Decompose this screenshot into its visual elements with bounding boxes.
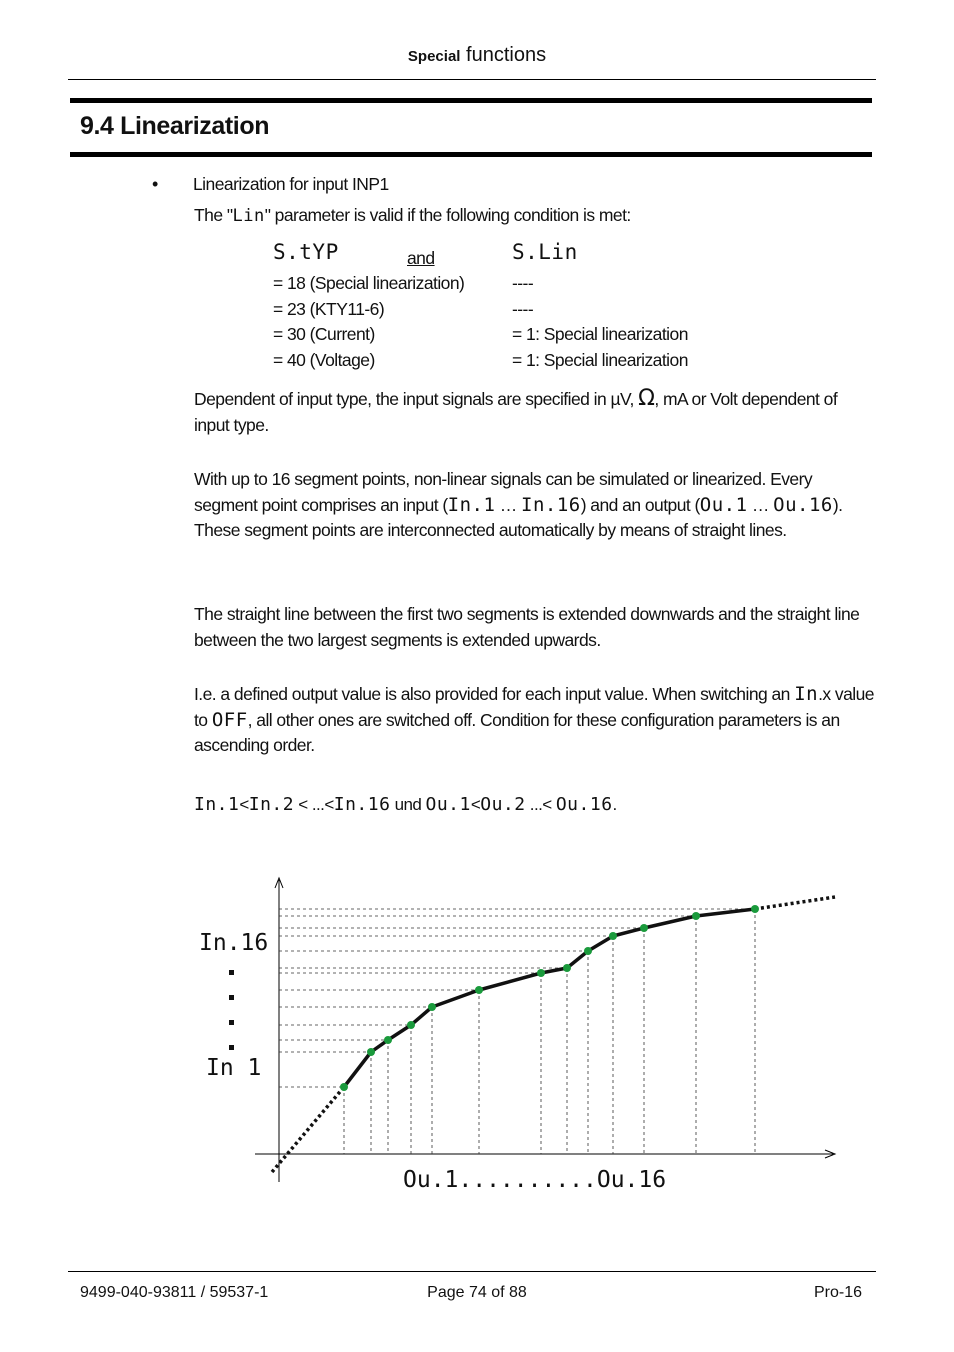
segment-point bbox=[640, 924, 648, 932]
para2-t3: ) and an output ( bbox=[580, 494, 700, 515]
condition-intro bbox=[194, 203, 631, 230]
formula-in1: In.1 bbox=[194, 794, 240, 815]
bullet-dot: • bbox=[152, 174, 159, 194]
footer-rule bbox=[68, 1271, 876, 1272]
para2-t2: … bbox=[495, 494, 522, 515]
y-label-in1: In 1 bbox=[206, 1055, 262, 1081]
extension-line bbox=[272, 1087, 344, 1172]
formula-lt: < bbox=[470, 795, 481, 814]
chart-points bbox=[340, 905, 759, 1091]
formula-ou2: Ou.2 bbox=[480, 794, 526, 815]
segment-point bbox=[692, 912, 700, 920]
condition-right-cell: = 1: Special linearization bbox=[512, 349, 688, 370]
condition-head-right: S.Lin bbox=[512, 240, 578, 264]
running-header bbox=[0, 44, 954, 67]
paragraph-segment-points bbox=[194, 467, 874, 544]
condition-left-cell: = 30 (Current) bbox=[273, 324, 375, 344]
segment-point bbox=[751, 905, 759, 913]
segment-point bbox=[428, 1003, 436, 1011]
formula-in16: In.16 bbox=[333, 794, 391, 815]
condition-right-column bbox=[512, 271, 688, 373]
condition-left-cell: = 18 (Special linearization) bbox=[273, 273, 465, 293]
chart-guides bbox=[279, 909, 755, 1154]
para4-t3: , all other ones are switched off. Condition for these configuration parameters is an ascending order. bbox=[194, 709, 840, 755]
condition-left-cell: = 40 (Voltage) bbox=[273, 349, 375, 370]
condition-left-cell: = 23 (KTY11-6) bbox=[273, 298, 385, 319]
code-off: OFF bbox=[211, 708, 248, 731]
extension-line bbox=[755, 897, 835, 909]
paragraph-ascending bbox=[194, 682, 874, 759]
segment-point bbox=[563, 964, 571, 972]
title-rule-top bbox=[70, 98, 872, 103]
condition-right-cell: ---- bbox=[512, 273, 534, 293]
dot bbox=[229, 1020, 234, 1025]
footer-page-number: Page 74 of 88 bbox=[427, 1284, 527, 1301]
footer-doc-number: 9499-040-93811 / 59537-1 bbox=[80, 1284, 269, 1301]
x-label-ou: Ou.1..........Ou.16 bbox=[403, 1167, 667, 1193]
condition-head-and: and bbox=[407, 248, 435, 268]
header-rule bbox=[68, 79, 876, 80]
condition-head-left: S.tYP bbox=[273, 240, 339, 264]
chart-extensions bbox=[272, 897, 835, 1172]
formula-lt: < bbox=[239, 795, 249, 814]
code-ou16: Ou.16 bbox=[773, 493, 833, 516]
formula-ou16: Ou.16 bbox=[555, 794, 613, 815]
segment-point bbox=[407, 1021, 415, 1029]
formula-ou1: Ou.1 bbox=[425, 794, 471, 815]
condition-intro-pre: The " bbox=[194, 205, 233, 225]
para3-text: The straight line between the first two segments is extended downwards and the straight line between the two largest segments is extended upwards. bbox=[194, 604, 860, 650]
segment-point bbox=[340, 1083, 348, 1091]
segment-point bbox=[609, 932, 617, 940]
segment-point bbox=[384, 1036, 392, 1044]
condition-right-cell: ---- bbox=[512, 298, 534, 319]
formula-ellipsis: < ...< bbox=[294, 795, 334, 814]
paragraph-extension bbox=[194, 602, 874, 653]
code-in: In bbox=[794, 683, 819, 705]
condition-param: Lin bbox=[232, 206, 265, 226]
section-title: 9.4 Linearization bbox=[80, 112, 270, 140]
header-normal: functions bbox=[466, 44, 547, 66]
para2-t5: ). These segment points are interconnected automatically by means of straight lines. bbox=[194, 494, 843, 540]
para2-t1: With up to 16 segment points, non-linear signals can be simulated or linearized. Every segment point comprises an input ( bbox=[194, 469, 813, 515]
code-ou1: Ou.1 bbox=[699, 493, 748, 516]
condition-intro-post: " parameter is valid if the following condition is met: bbox=[264, 205, 631, 225]
linearization-chart bbox=[0, 860, 954, 1200]
segment-point bbox=[475, 986, 483, 994]
para1-post: , mA or Volt dependent of input type. bbox=[194, 389, 838, 435]
bullet-text: Linearization for input INP1 bbox=[193, 174, 389, 194]
formula-end: . bbox=[612, 795, 617, 814]
header-bold: Special bbox=[407, 48, 461, 65]
para2-t4: … bbox=[747, 494, 774, 515]
code-in1: In.1 bbox=[447, 493, 496, 516]
y-label-dots bbox=[229, 970, 234, 1050]
segment-point bbox=[367, 1048, 375, 1056]
formula-in2: In.2 bbox=[248, 794, 295, 815]
y-label-in16: In.16 bbox=[199, 930, 269, 956]
para4-t1: I.e. a defined output value is also provided for each input value. When switching an bbox=[194, 684, 795, 704]
footer-product: Pro-16 bbox=[813, 1284, 862, 1301]
chart-axes bbox=[255, 878, 835, 1182]
para4-t2: .x value to bbox=[194, 684, 874, 730]
dot bbox=[229, 995, 234, 1000]
para1-pre: Dependent of input type, the input signals are specified in µV, bbox=[194, 389, 639, 409]
segment-point bbox=[537, 969, 545, 977]
code-in16: In.16 bbox=[521, 493, 581, 516]
condition-left-column bbox=[273, 271, 464, 373]
dot bbox=[229, 1045, 234, 1050]
dot bbox=[229, 970, 234, 975]
formula-ellipsis: ...< bbox=[525, 795, 556, 814]
omega-symbol: Ω bbox=[638, 386, 655, 411]
formula-und: und bbox=[390, 795, 426, 814]
paragraph-input-types bbox=[194, 386, 874, 438]
condition-right-cell: = 1: Special linearization bbox=[512, 324, 688, 344]
ascending-formula bbox=[194, 792, 617, 818]
segment-point bbox=[584, 947, 592, 955]
title-rule-bottom bbox=[70, 152, 872, 157]
